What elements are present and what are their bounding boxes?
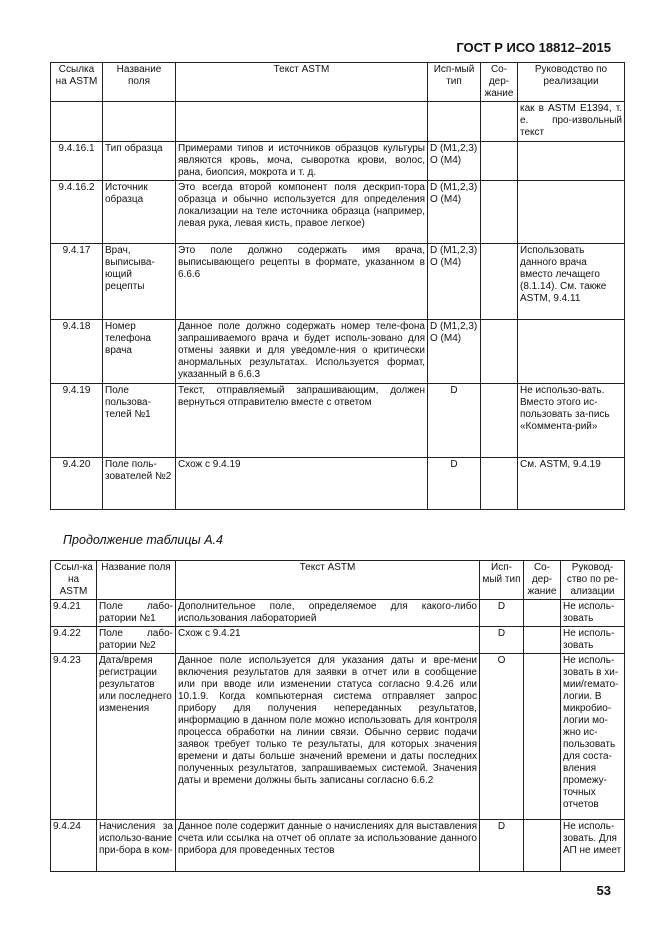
cell-ref: 9.4.17 <box>51 244 103 320</box>
table-continuation <box>50 560 625 872</box>
cell-content <box>524 820 561 872</box>
cell-field: Начисления за использо-вание при-бора в ком- <box>97 820 176 872</box>
cell-text: Текст, отправляемый запрашивающим, должен вернуться отправителю вместе с ответом <box>176 384 428 458</box>
cell-guide: Не исполь-зовать <box>561 600 625 627</box>
cell-field: Источник образца <box>103 181 176 244</box>
cell-content <box>481 244 518 320</box>
cell-content <box>524 600 561 627</box>
cell-type: D <box>480 627 524 654</box>
cell-text: Схож с 9.4.19 <box>176 458 428 510</box>
table-header-row <box>51 63 625 102</box>
cell-type: D (M1,2,3) O (M4) <box>428 142 481 181</box>
table-row <box>51 142 625 181</box>
cell-ref: 9.4.16.1 <box>51 142 103 181</box>
cell-field: Дата/время регистрации результатов или последнего изменения <box>97 654 176 820</box>
table-row <box>51 654 625 820</box>
cell-content <box>481 142 518 181</box>
cell-field: Номер телефона врача <box>103 320 176 384</box>
col-header-text: Текст ASTM <box>176 63 428 102</box>
cell-text <box>176 102 428 142</box>
table-row <box>51 181 625 244</box>
col-header-guide: Руководство по реализации <box>518 63 625 102</box>
cell-ref <box>51 102 103 142</box>
cell-guide <box>518 320 625 384</box>
col-header-text: Текст ASTM <box>176 561 480 600</box>
page-number: 53 <box>596 883 611 898</box>
table-row <box>51 627 625 654</box>
table-top <box>50 62 625 510</box>
table-header-row <box>51 561 625 600</box>
cell-guide: Не исполь-зовать <box>561 627 625 654</box>
col-header-field: Название поля <box>97 561 176 600</box>
cell-type: D <box>428 458 481 510</box>
col-header-type: Исп-мый тип <box>480 561 524 600</box>
cell-text: Схож с 9.4.21 <box>176 627 480 654</box>
table-caption: Продолжение таблицы А.4 <box>63 533 223 547</box>
cell-text: Это поле должно содержать имя врача, выписывающего рецепты в формате, указанном в 6.6.6 <box>176 244 428 320</box>
cell-text: Дополнительное поле, определяемое для какого-либо использования лабораторией <box>176 600 480 627</box>
col-header-content: Со-дер-жание <box>524 561 561 600</box>
cell-ref: 9.4.24 <box>51 820 97 872</box>
cell-content <box>481 320 518 384</box>
table-row <box>51 600 625 627</box>
col-header-ref: Ссылка на ASTM <box>51 63 103 102</box>
cell-text: Данное поле содержит данные о начислениях для выставления счета или ссылка на отчет об оплате за использование данного прибора для проведенных тестов <box>176 820 480 872</box>
cell-text: Данное поле используется для указания даты и вре-мени включения результатов для заявки в отчет или в сообщение или при вводе или изменении статуса согласно 9.4.26 или 10.1.9. Когда компьютерная система отправляет запрос прибору для получения непереданных результатов, информацию в данном поле можно использовать для контроля процесса обработки на линии связи. Обычно сервис подачи заявок требует только те результаты, для которых значения времени и даты больше значений времени и даты последних полученных результатов, запрашиваемых системой. Значения даты и времени должны быть записаны согласно 6.6.2 <box>176 654 480 820</box>
cell-content <box>481 102 518 142</box>
col-header-content: Со-дер-жание <box>481 63 518 102</box>
cell-type: D (M1,2,3) O (M4) <box>428 320 481 384</box>
cell-ref: 9.4.18 <box>51 320 103 384</box>
cell-text: Это всегда второй компонент поля дескрип-тора образца и обычно используется для определения локализации на теле источника образца (например, левая рука, левая кисть, правое легкое) <box>176 181 428 244</box>
cell-type: D (M1,2,3) O (M4) <box>428 181 481 244</box>
table-row <box>51 102 625 142</box>
cell-text: Примерами типов и источников образцов культуры являются кровь, моча, сыворотка крови, волос, рана, биопсия, мокрота и т. д. <box>176 142 428 181</box>
table-row <box>51 820 625 872</box>
cell-guide: См. ASTM, 9.4.19 <box>518 458 625 510</box>
table-row <box>51 384 625 458</box>
cell-guide: как в ASTM E1394, т. е. про-извольный текст <box>518 102 625 142</box>
col-header-type: Исп-мый тип <box>428 63 481 102</box>
table-row <box>51 244 625 320</box>
col-header-guide: Руковод-ство по ре-ализации <box>561 561 625 600</box>
cell-ref: 9.4.19 <box>51 384 103 458</box>
cell-field: Поле лабо-ратории №2 <box>97 627 176 654</box>
cell-content <box>481 384 518 458</box>
cell-guide: Не исполь-зовать. Для АП не имеет <box>561 820 625 872</box>
cell-guide <box>518 142 625 181</box>
table-row <box>51 458 625 510</box>
cell-type: D <box>480 600 524 627</box>
cell-field: Поле пользова-телей №1 <box>103 384 176 458</box>
cell-text: Данное поле должно содержать номер теле-фона запрашиваемого врача и будет исполь-зовано для отмены заявки и для уведомле-ния о критически анормальных результатах. Используется формат, указанный в 6.6.3 <box>176 320 428 384</box>
cell-type: O <box>480 654 524 820</box>
document-header: ГОСТ Р ИСО 18812–2015 <box>456 40 611 55</box>
cell-type: D (M1,2,3) O (M4) <box>428 244 481 320</box>
cell-ref: 9.4.21 <box>51 600 97 627</box>
cell-ref: 9.4.20 <box>51 458 103 510</box>
cell-guide: Использовать данного врача вместо лечащего (8.1.14). См. также ASTM, 9.4.11 <box>518 244 625 320</box>
cell-field: Поле лабо-ратории №1 <box>97 600 176 627</box>
cell-ref: 9.4.23 <box>51 654 97 820</box>
cell-field: Врач, выписыва-ющий рецепты <box>103 244 176 320</box>
table-row <box>51 320 625 384</box>
cell-content <box>524 654 561 820</box>
cell-field: Тип образца <box>103 142 176 181</box>
cell-ref: 9.4.16.2 <box>51 181 103 244</box>
cell-type: D <box>480 820 524 872</box>
cell-content <box>481 181 518 244</box>
cell-guide <box>518 181 625 244</box>
cell-content <box>481 458 518 510</box>
col-header-ref: Ссыл-ка на ASTM <box>51 561 97 600</box>
cell-guide: Не использо-вать. Вместо этого ис-пользовать за-пись «Коммента-рий» <box>518 384 625 458</box>
col-header-field: Название поля <box>103 63 176 102</box>
cell-type <box>428 102 481 142</box>
cell-field <box>103 102 176 142</box>
cell-type: D <box>428 384 481 458</box>
cell-content <box>524 627 561 654</box>
cell-ref: 9.4.22 <box>51 627 97 654</box>
cell-guide: Не исполь-зовать в хи-мии/гемато-логии. В микробио-логии мо-жно ис-пользовать для соста-вления промежу-точных отчетов <box>561 654 625 820</box>
cell-field: Поле поль-зователей №2 <box>103 458 176 510</box>
